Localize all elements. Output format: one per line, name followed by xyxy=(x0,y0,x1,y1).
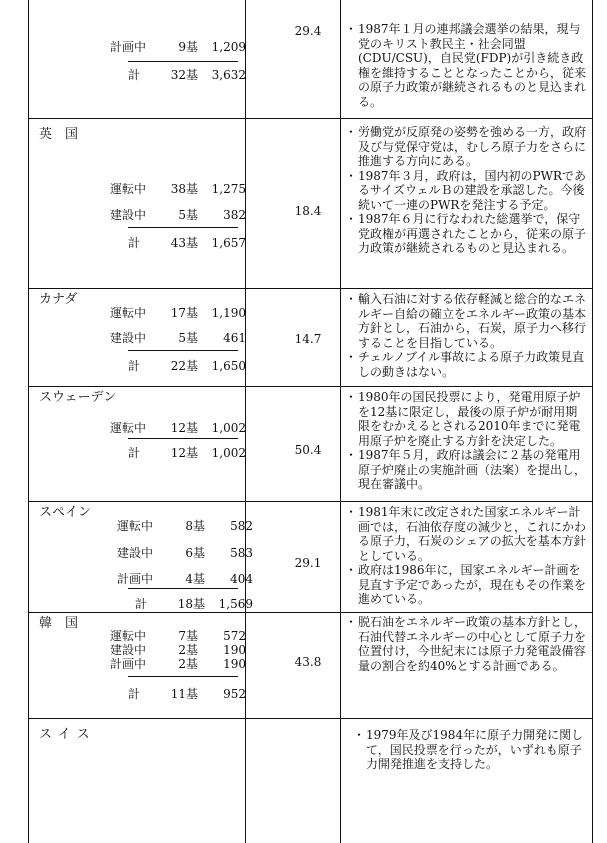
plant-line: 建設中 2基 190 xyxy=(110,643,246,657)
plant-total: 計 22基 1,650 xyxy=(128,359,246,373)
policy-notes xyxy=(355,728,587,772)
plant-line: 建設中 5基 382 xyxy=(110,208,246,222)
plant-line: 建設中 5基 461 xyxy=(110,331,246,345)
country-name: 英 国 xyxy=(39,127,79,142)
policy-notes xyxy=(347,615,587,673)
policy-notes xyxy=(347,505,587,607)
row-divider xyxy=(28,386,593,387)
plant-total: 計 32基 3,632 xyxy=(128,68,246,82)
plant-line: 運転中 8基 582 xyxy=(117,519,253,533)
note-item: ・ 1987年１月の連邦議会選挙の結果，現与党のキリスト教民主・社会同盟(CDU/CSU)，自民党(FDP)が引き続き政権を維持することとなったことから，従来の原子力政策が継続されるものと見込まれる。 xyxy=(347,22,587,109)
nuclear-share: 29.1 xyxy=(294,556,322,570)
plant-line: 運転中 12基 1,002 xyxy=(110,421,246,435)
plant-total: 計 18基 1,569 xyxy=(135,597,253,611)
plant-line: 運転中 17基 1,190 xyxy=(110,306,246,320)
country-name: スウェーデン xyxy=(39,390,117,405)
plant-total: 計 43基 1,657 xyxy=(128,236,246,250)
note-item: ・ 1987年３月，政府は，国内初のPWRであるサイズウェルＢの建設を承認した。今後続いて一連のPWRを発注する予定。 xyxy=(347,169,587,213)
country-name: 韓 国 xyxy=(39,616,79,631)
nuclear-share: 50.4 xyxy=(294,443,322,457)
subtotal-rule xyxy=(128,588,238,589)
note-item: ・ 政府は1986年に，国家エネルギー計画を見直す予定であったが，現在もその作業を進めている。 xyxy=(347,563,587,607)
country-name: スペイン xyxy=(39,505,92,520)
subtotal-rule xyxy=(128,350,238,351)
note-item: ・ 脱石油をエネルギー政策の基本方針とし，石油代替エネルギーの中心として原子力を位置付け，今世紀末には原子力発電設備容量の割合を約40%とする計画である。 xyxy=(347,615,587,673)
policy-notes xyxy=(347,125,587,256)
subtotal-rule xyxy=(128,227,238,228)
table-col-divider-2 xyxy=(340,0,341,843)
table-left-border xyxy=(28,0,29,843)
note-item: ・ 1987年６月に行なわれた総選挙で，保守党政権が再選されたことから，従来の原子力政策が継続されるものと見込まれる。 xyxy=(347,212,587,256)
subtotal-rule xyxy=(128,676,238,677)
table-right-border xyxy=(592,0,593,843)
note-item: ・ 1979年及び1984年に原子力開発に関して，国民投票を行ったが，いずれも原子力開発推進を支持した。 xyxy=(355,728,587,772)
policy-notes xyxy=(347,292,587,379)
policy-notes xyxy=(347,22,587,109)
plant-total: 計 12基 1,002 xyxy=(128,446,246,460)
plant-line: 建設中 6基 583 xyxy=(117,546,253,560)
note-item: ・ 輸入石油に対する依存軽減と総合的なエネルギー自給の確立をエネルギー政策の基本方針とし，石油から，石炭，原子力へ移行することを目指している。 xyxy=(347,292,587,350)
note-item: ・ チェルノブイル事故による原子力政策見直しの動きはない。 xyxy=(347,350,587,379)
row-divider xyxy=(28,718,593,719)
note-item: ・ 1980年の国民投票により，発電用原子炉を12基に限定し，最後の原子炉が耐用期限をむかえるとされる2010年までに発電用原子炉を廃止する方針を決定した。 xyxy=(347,390,587,448)
row-divider xyxy=(28,118,593,119)
nuclear-share: 14.7 xyxy=(294,332,322,346)
subtotal-rule xyxy=(128,61,238,62)
plant-line: 運転中 38基 1,275 xyxy=(110,182,246,196)
plant-line: 計画中 9基 1,209 xyxy=(110,40,246,54)
subtotal-rule xyxy=(128,438,238,439)
country-name: カナダ xyxy=(39,292,78,307)
note-item: ・ 1987年５月，政府は議会に２基の発電用原子炉廃止の実施計画（法案）を提出し，現在審議中。 xyxy=(347,448,587,492)
plant-line: 計画中 2基 190 xyxy=(110,657,246,671)
plant-line: 運転中 7基 572 xyxy=(110,629,246,643)
plant-total: 計 11基 952 xyxy=(128,687,246,701)
note-item: ・ 1981年末に改定された国家エネルギー計画では，石油依存度の減少と，これにかわる原子力，石炭のシェアの拡大を基本方針としている。 xyxy=(347,505,587,563)
nuclear-share: 43.8 xyxy=(294,655,322,669)
country-name: スイス xyxy=(39,727,96,742)
row-divider xyxy=(28,501,593,502)
policy-notes xyxy=(347,390,587,492)
row-divider xyxy=(28,612,593,613)
nuclear-share: 29.4 xyxy=(294,24,322,38)
nuclear-share: 18.4 xyxy=(294,204,322,218)
plant-line: 計画中 4基 404 xyxy=(117,572,253,586)
row-divider xyxy=(28,288,593,289)
note-item: ・ 労働党が反原発の姿勢を強める一方，政府及び与党保守党は，むしろ原子力をさらに推進する方向にある。 xyxy=(347,125,587,169)
